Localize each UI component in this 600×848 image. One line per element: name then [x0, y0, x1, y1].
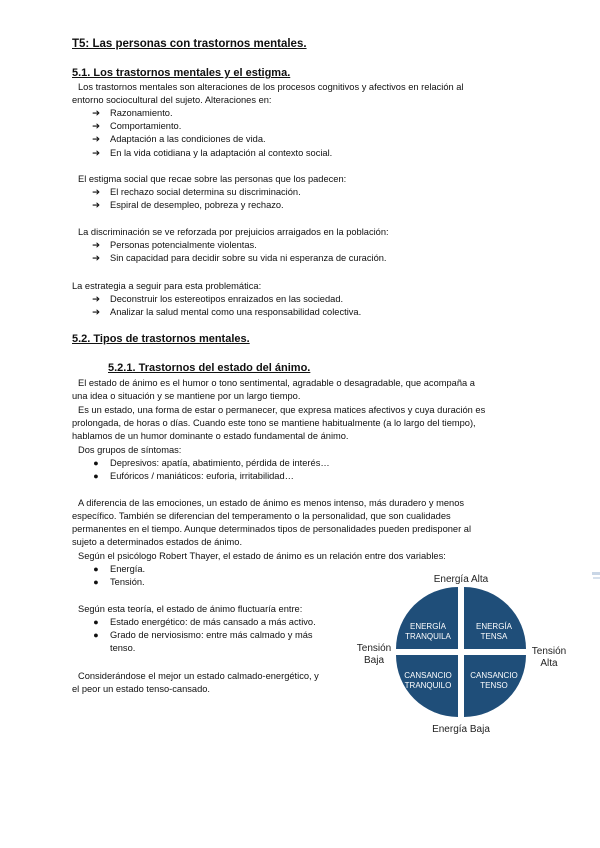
list-item: ➔ Adaptación a las condiciones de vida. [88, 133, 332, 146]
list-item: ● Estado energético: de más cansado a más activo. [88, 616, 316, 629]
arrow-right-icon: ➔ [92, 134, 100, 145]
quadrant-label: CANSANCIO [470, 671, 518, 680]
thayer-diagram-svg [352, 566, 600, 748]
variables-list [88, 563, 145, 589]
list-item: ➔ El rechazo social determina su discriminación. [88, 186, 301, 199]
strategy-intro: La estrategia a seguir para esta problemática: [72, 281, 262, 291]
list-item: ➔ Personas potencialmente violentas. [88, 239, 387, 252]
paragraph-line: permanentes en el tiempo. Aunque determinados tipos de personalidades pueden predisponer al [72, 524, 472, 534]
axis-label-tension-alta: Tensión [531, 646, 567, 657]
section-heading-5-2: 5.2. Tipos de trastornos mentales. [72, 333, 250, 345]
list-item: ➔ Deconstruir los estereotipos enraizados en las sociedad. [88, 293, 361, 306]
paragraph-line: una idea o situación y se mantiene por un largo tiempo. [72, 391, 301, 401]
theory-list [88, 616, 316, 656]
arrow-right-icon: ➔ [92, 200, 100, 211]
thayer-intro: Según el psicólogo Robert Thayer, el estado de ánimo es un relación entre dos variables: [78, 551, 446, 561]
list-item-continuation: tenso. [110, 643, 136, 654]
quadrant-label: TRANQUILO [404, 681, 452, 690]
strategy-list [88, 293, 361, 319]
thayer-mood-diagram [352, 566, 600, 748]
paragraph-line: sujeto a determinados estados de ánimo. [72, 537, 243, 547]
list-item: ● Depresivos: apatía, abatimiento, pérdida de interés… [88, 457, 330, 470]
quadrant-label: TENSA [480, 632, 508, 641]
list-item: ➔ En la vida cotidiana y la adaptación al contexto social. [88, 147, 332, 160]
discrimination-list [88, 239, 387, 265]
paragraph-line: A diferencia de las emociones, un estado de ánimo es menos intenso, más duradero y menos [78, 498, 465, 508]
list-item: ➔ Espiral de desempleo, pobreza y rechazo. [88, 199, 301, 212]
list-item: ➔ Razonamiento. [88, 107, 332, 120]
bullet-dot-icon: ● [93, 458, 99, 468]
intro-line-2: entorno sociocultural del sujeto. Alteraciones en: [72, 95, 272, 105]
arrow-right-icon: ➔ [92, 307, 100, 318]
list-item: ➔ Comportamiento. [88, 120, 332, 133]
axis-label-energia-alta: Energía Alta [433, 574, 489, 585]
paragraph-line: hablamos de un humor dominante o estado fundamental de ánimo. [72, 431, 349, 441]
arrow-right-icon: ➔ [92, 294, 100, 304]
discrimination-intro: La discriminación se ve reforzada por prejuicios arraigados en la población: [78, 227, 389, 237]
paragraph-line: El estado de ánimo es el humor o tono sentimental, agradable o desagradable, que acompaña a [78, 378, 475, 388]
subsection-heading-5-2-1: 5.2.1. Trastornos del estado del ánimo. [108, 362, 311, 374]
document-title: T5: Las personas con trastornos mentales. [72, 38, 307, 50]
quadrant-label: ENERGÍA [409, 622, 447, 631]
axis-label-energia-baja: Energía Baja [432, 724, 490, 735]
alterations-list [88, 107, 332, 160]
arrow-right-icon: ➔ [92, 240, 100, 250]
stigma-list [88, 186, 301, 212]
bullet-dot-icon: ● [93, 471, 99, 482]
list-item: ➔ Sin capacidad para decidir sobre su vida ni esperanza de curación. [88, 252, 387, 265]
quadrant-label: CANSANCIO [404, 671, 452, 680]
list-item: ● Eufóricos / maniáticos: euforia, irritabilidad… [88, 470, 330, 483]
list-item: ● Grado de nerviosismo: entre más calmado y más [88, 629, 316, 642]
paragraph-line: el peor un estado tenso-cansado. [72, 684, 211, 694]
paragraph-line: específico. También se diferencian del temperamento o la personalidad, que son cualidades [72, 511, 451, 521]
quadrant-label: TENSO [480, 681, 508, 690]
axis-label-tension-baja: Baja [363, 655, 385, 666]
decorative-mark [592, 572, 600, 575]
axis-label-tension-baja: Tensión [356, 643, 392, 654]
list-item: ● Tensión. [88, 576, 145, 589]
list-item: ● Energía. [88, 563, 145, 576]
symptoms-intro: Dos grupos de síntomas: [78, 445, 182, 455]
arrow-right-icon: ➔ [92, 187, 100, 197]
arrow-right-icon: ➔ [92, 253, 100, 264]
intro-line-1: Los trastornos mentales son alteraciones de los procesos cognitivos y afectivos en relación al [78, 82, 464, 92]
arrow-right-icon: ➔ [92, 108, 100, 118]
section-heading-5-1: 5.1. Los trastornos mentales y el estigma. [72, 67, 291, 79]
paragraph-line: prolongada, de horas o días. Cuando este tono se mantiene habitualmente (a lo largo del tiempo), [72, 418, 476, 428]
decorative-mark [593, 577, 600, 579]
symptoms-list [88, 457, 330, 483]
quadrant-label: ENERGÍA [475, 622, 513, 631]
arrow-right-icon: ➔ [92, 147, 100, 158]
paragraph-line: Es un estado, una forma de estar o permanecer, que expresa matices afectivos y cuya duración es [78, 405, 486, 415]
bullet-dot-icon: ● [93, 630, 99, 641]
bullet-dot-icon: ● [93, 577, 99, 588]
theory-intro: Según esta teoría, el estado de ánimo fluctuaría entre: [78, 604, 303, 614]
arrow-right-icon: ➔ [92, 121, 100, 132]
paragraph-line: Considerándose el mejor un estado calmado-energético, y [78, 671, 319, 681]
list-item: ➔ Analizar la salud mental como una responsabilidad colectiva. [88, 306, 361, 319]
axis-label-tension-alta: Alta [540, 658, 558, 669]
stigma-intro: El estigma social que recae sobre las personas que los padecen: [78, 174, 347, 184]
quadrant-label: TRANQUILA [405, 632, 451, 641]
bullet-dot-icon: ● [93, 564, 99, 574]
bullet-dot-icon: ● [93, 617, 99, 627]
